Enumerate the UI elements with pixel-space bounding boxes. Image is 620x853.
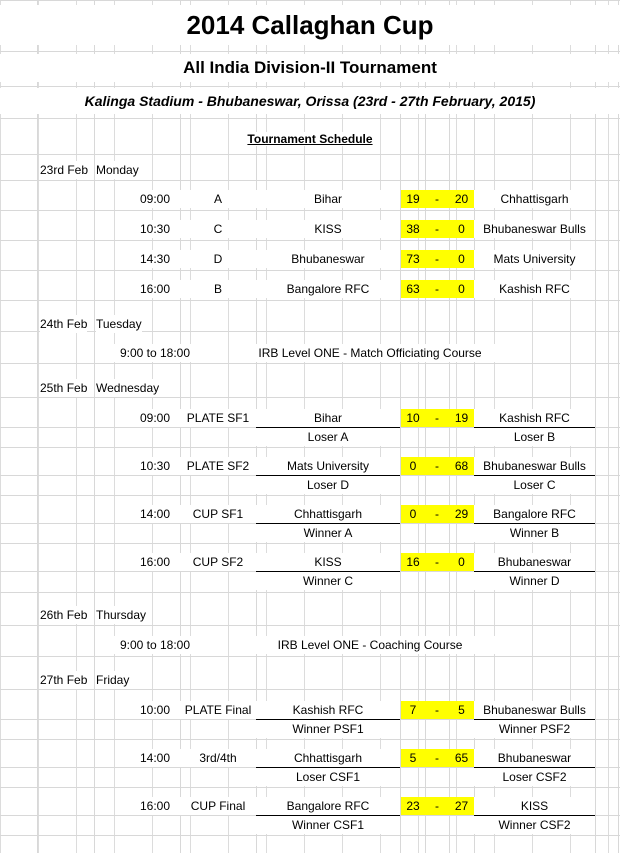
home-source: Loser A xyxy=(256,428,400,446)
grid-line xyxy=(0,495,620,496)
away-team: Chhattisgarh xyxy=(474,190,595,208)
tournament-subtitle: All India Division-II Tournament xyxy=(0,54,620,82)
away-score: 27 xyxy=(449,797,474,815)
home-team: Bihar xyxy=(256,409,400,427)
match-time: 14:00 xyxy=(125,749,185,767)
score-dash: - xyxy=(425,701,449,719)
score-dash: - xyxy=(425,505,449,523)
home-score: 63 xyxy=(401,280,425,298)
home-team: Bihar xyxy=(256,190,400,208)
away-score: 19 xyxy=(449,409,474,427)
away-score: 65 xyxy=(449,749,474,767)
home-team: Bangalore RFC xyxy=(256,280,400,298)
day-date: 27th Feb xyxy=(40,673,88,687)
match-stage: D xyxy=(180,250,256,268)
grid-line xyxy=(0,300,620,301)
match-stage: CUP SF1 xyxy=(180,505,256,523)
away-team: Bhubaneswar Bulls xyxy=(474,220,595,238)
grid-line xyxy=(0,51,620,52)
score-dash: - xyxy=(425,280,449,298)
grid-line xyxy=(0,210,620,211)
home-score: 10 xyxy=(401,409,425,427)
grid-line xyxy=(0,656,620,657)
home-score: 0 xyxy=(401,505,425,523)
away-source: Winner CSF2 xyxy=(474,816,595,834)
schedule-heading: Tournament Schedule xyxy=(243,132,376,146)
match-time: 16:00 xyxy=(125,553,185,571)
home-team: KISS xyxy=(256,553,400,571)
home-score: 73 xyxy=(401,250,425,268)
home-team: Mats University xyxy=(256,457,400,475)
home-source: Loser CSF1 xyxy=(256,768,400,786)
grid-line xyxy=(0,543,620,544)
grid-line xyxy=(0,270,620,271)
score-dash: - xyxy=(425,409,449,427)
day-date: 24th Feb xyxy=(40,317,88,331)
grid-line xyxy=(0,592,620,593)
home-score: 16 xyxy=(401,553,425,571)
away-team: Mats University xyxy=(474,250,595,268)
home-source: Winner PSF1 xyxy=(256,720,400,738)
away-source: Winner PSF2 xyxy=(474,720,595,738)
grid-line xyxy=(0,331,620,332)
match-stage: PLATE SF2 xyxy=(180,457,256,475)
match-time: 16:00 xyxy=(125,280,185,298)
match-stage: CUP Final xyxy=(180,797,256,815)
home-source: Winner CSF1 xyxy=(256,816,400,834)
home-source: Loser D xyxy=(256,476,400,494)
grid-line xyxy=(0,240,620,241)
away-team: Bhubaneswar Bulls xyxy=(474,457,595,475)
day-date: 26th Feb xyxy=(40,608,88,622)
course-name: IRB Level ONE - Match Officiating Course xyxy=(230,344,510,362)
grid-line xyxy=(0,625,620,626)
away-source: Loser CSF2 xyxy=(474,768,595,786)
grid-line xyxy=(0,739,620,740)
home-team: Chhattisgarh xyxy=(256,505,400,523)
home-team: Bangalore RFC xyxy=(256,797,400,815)
match-stage: A xyxy=(180,190,256,208)
match-stage: C xyxy=(180,220,256,238)
day-date: 25th Feb xyxy=(40,381,88,395)
day-weekday: Thursday xyxy=(96,608,147,622)
match-stage: PLATE SF1 xyxy=(180,409,256,427)
home-team: Chhattisgarh xyxy=(256,749,400,767)
home-source: Winner A xyxy=(256,524,400,542)
day-weekday: Monday xyxy=(96,163,139,177)
home-team: Bhubaneswar xyxy=(256,250,400,268)
day-date: 23rd Feb xyxy=(40,163,89,177)
match-time: 10:30 xyxy=(125,220,185,238)
home-score: 38 xyxy=(401,220,425,238)
grid-line xyxy=(0,689,620,690)
grid-line xyxy=(0,363,620,364)
match-time: 10:30 xyxy=(125,457,185,475)
course-time: 9:00 to 18:00 xyxy=(100,344,210,362)
score-dash: - xyxy=(425,220,449,238)
match-time: 14:00 xyxy=(125,505,185,523)
home-source: Winner C xyxy=(256,572,400,590)
match-stage: CUP SF2 xyxy=(180,553,256,571)
score-dash: - xyxy=(425,250,449,268)
away-team: Bangalore RFC xyxy=(474,505,595,523)
grid-line xyxy=(0,0,620,1)
away-team: Kashish RFC xyxy=(474,409,595,427)
match-time: 09:00 xyxy=(125,409,185,427)
away-source: Loser B xyxy=(474,428,595,446)
course-time: 9:00 to 18:00 xyxy=(100,636,210,654)
away-team: Bhubaneswar xyxy=(474,749,595,767)
home-score: 23 xyxy=(401,797,425,815)
home-team: KISS xyxy=(256,220,400,238)
away-score: 5 xyxy=(449,701,474,719)
match-time: 09:00 xyxy=(125,190,185,208)
match-time: 14:30 xyxy=(125,250,185,268)
home-score: 0 xyxy=(401,457,425,475)
match-stage: 3rd/4th xyxy=(180,749,256,767)
grid-line xyxy=(0,835,620,836)
grid-line xyxy=(0,118,620,119)
away-team: KISS xyxy=(474,797,595,815)
score-dash: - xyxy=(425,797,449,815)
match-time: 16:00 xyxy=(125,797,185,815)
grid-line xyxy=(0,180,620,181)
away-source: Winner D xyxy=(474,572,595,590)
home-team: Kashish RFC xyxy=(256,701,400,719)
day-weekday: Wednesday xyxy=(96,381,160,395)
away-score: 29 xyxy=(449,505,474,523)
away-score: 0 xyxy=(449,280,474,298)
match-stage: B xyxy=(180,280,256,298)
away-team: Bhubaneswar Bulls xyxy=(474,701,595,719)
grid-line xyxy=(0,447,620,448)
page-title: 2014 Callaghan Cup xyxy=(0,5,620,45)
home-score: 5 xyxy=(401,749,425,767)
away-team: Kashish RFC xyxy=(474,280,595,298)
away-score: 0 xyxy=(449,553,474,571)
home-score: 7 xyxy=(401,701,425,719)
match-time: 10:00 xyxy=(125,701,185,719)
away-source: Winner B xyxy=(474,524,595,542)
away-source: Loser C xyxy=(474,476,595,494)
match-stage: PLATE Final xyxy=(180,701,256,719)
away-score: 0 xyxy=(449,220,474,238)
score-dash: - xyxy=(425,553,449,571)
away-score: 20 xyxy=(449,190,474,208)
grid-line xyxy=(0,86,620,87)
grid-line xyxy=(0,154,620,155)
day-weekday: Friday xyxy=(96,673,130,687)
course-name: IRB Level ONE - Coaching Course xyxy=(230,636,510,654)
away-score: 68 xyxy=(449,457,474,475)
schedule-heading-row xyxy=(0,128,620,150)
away-score: 0 xyxy=(449,250,474,268)
away-team: Bhubaneswar xyxy=(474,553,595,571)
score-dash: - xyxy=(425,749,449,767)
day-weekday: Tuesday xyxy=(96,317,142,331)
venue-line: Kalinga Stadium - Bhubaneswar, Orissa (23rd - 27th February, 2015) xyxy=(0,88,620,114)
score-dash: - xyxy=(425,190,449,208)
home-score: 19 xyxy=(401,190,425,208)
score-dash: - xyxy=(425,457,449,475)
grid-line xyxy=(0,787,620,788)
grid-line xyxy=(0,397,620,398)
